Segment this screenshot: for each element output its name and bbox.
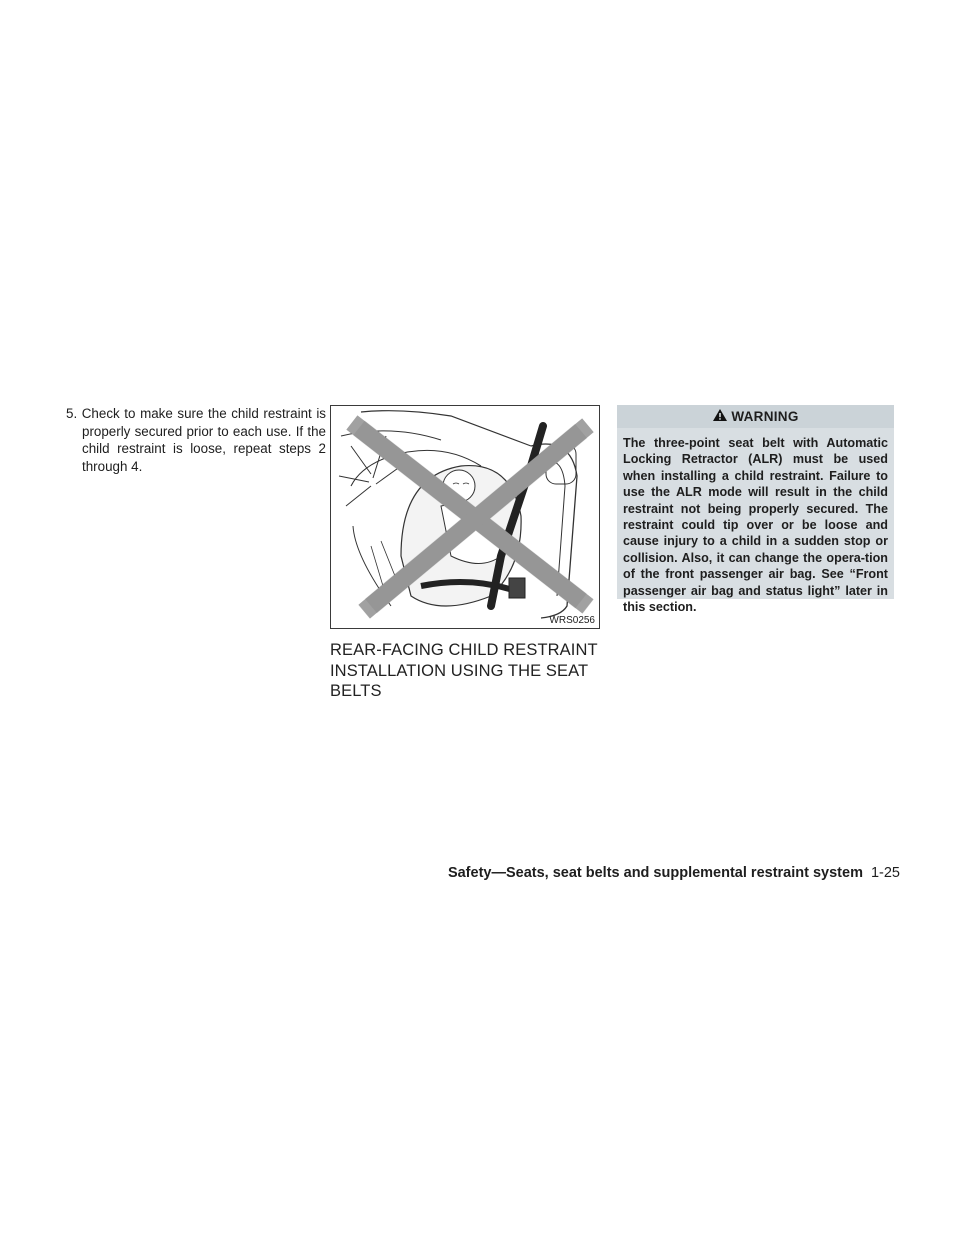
figure-code: WRS0256 [549,615,595,626]
warning-header [617,405,894,428]
step-number: 5. [66,406,78,421]
warning-text: The three-point seat belt with Automatic Locking Retractor (ALR) must be used when installing a child restraint. Failure to use the ALR mode will result in the child restraint not being properly secured. The restraint could tip over or be loose and cause injury to a child in a sudden stop or collision. Also, it can change the opera-tion of the front passenger air bag. See “Front passenger air bag and status light” later in this section. [623,436,888,615]
warning-triangle-icon [712,408,728,425]
footer-section-title: Safety—Seats, seat belts and supplemental restraint system [447,865,863,881]
page-number: 1-25 [870,865,900,881]
warning-box [617,405,894,615]
step-5 [66,405,326,475]
warning-title: WARNING [731,409,799,424]
figure-illustration [331,406,600,629]
page-footer [448,865,900,881]
step-text: Check to make sure the child restraint is properly secured prior to each use. If the child restraint is loose, repeat steps 2 through 4. [81,406,326,474]
section-heading: REAR-FACING CHILD RESTRAINT INSTALLATION USING THE SEAT BELTS [330,641,598,700]
figure-rear-facing-restraint-crossed [330,405,600,629]
